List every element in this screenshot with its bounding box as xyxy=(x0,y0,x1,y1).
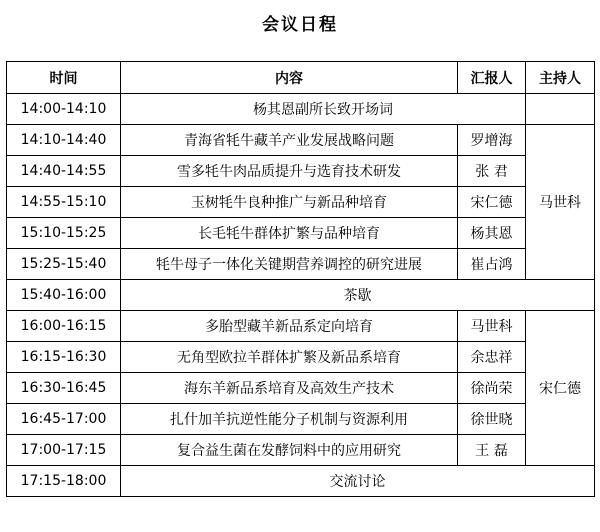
row-time: 14:00-14:10 xyxy=(7,94,121,125)
host-session-2: 宋仁德 xyxy=(526,311,595,466)
row-content: 牦牛母子一体化关键期营养调控的研究进展 xyxy=(121,249,458,280)
row-reporter: 徐世晓 xyxy=(458,404,526,435)
row-reporter: 张 君 xyxy=(458,156,526,187)
page-title: 会议日程 xyxy=(262,15,338,35)
row-content: 雪多牦牛肉品质提升与选育技术研发 xyxy=(121,156,458,187)
table-row xyxy=(7,94,595,125)
row-reporter: 余忠祥 xyxy=(458,342,526,373)
header-reporter: 汇报人 xyxy=(458,62,526,94)
row-time: 15:25-15:40 xyxy=(7,249,121,280)
row-host-empty xyxy=(526,94,595,125)
table-row xyxy=(7,311,595,342)
row-time: 16:45-17:00 xyxy=(7,404,121,435)
table-row xyxy=(7,156,595,187)
row-reporter: 杨其恩 xyxy=(458,218,526,249)
row-time: 16:15-16:30 xyxy=(7,342,121,373)
row-content: 玉树牦牛良种推广与新品种培育 xyxy=(121,187,458,218)
table-header-row xyxy=(7,62,595,94)
table-row xyxy=(7,404,595,435)
row-reporter: 王 磊 xyxy=(458,435,526,466)
table-row xyxy=(7,249,595,280)
table-row xyxy=(7,435,595,466)
header-time: 时间 xyxy=(7,62,121,94)
row-reporter: 宋仁德 xyxy=(458,187,526,218)
row-time: 14:40-14:55 xyxy=(7,156,121,187)
table-row xyxy=(7,342,595,373)
row-time: 14:55-15:10 xyxy=(7,187,121,218)
row-time: 17:15-18:00 xyxy=(7,466,121,497)
header-content: 内容 xyxy=(121,62,458,94)
row-content: 交流讨论 xyxy=(121,466,595,497)
table-row xyxy=(7,373,595,404)
table-row xyxy=(7,466,595,497)
row-content: 复合益生菌在发酵饲料中的应用研究 xyxy=(121,435,458,466)
table-row xyxy=(7,280,595,311)
row-time: 15:10-15:25 xyxy=(7,218,121,249)
agenda-table xyxy=(6,61,595,497)
row-content: 杨其恩副所长致开场词 xyxy=(121,94,526,125)
host-session-1: 马世科 xyxy=(526,125,595,280)
row-content: 扎什加羊抗逆性能分子机制与资源利用 xyxy=(121,404,458,435)
row-content: 茶歇 xyxy=(121,280,595,311)
row-reporter: 马世科 xyxy=(458,311,526,342)
row-content: 青海省牦牛藏羊产业发展战略问题 xyxy=(121,125,458,156)
row-reporter: 徐尚荣 xyxy=(458,373,526,404)
row-content: 海东羊新品系培育及高效生产技术 xyxy=(121,373,458,404)
table-row xyxy=(7,125,595,156)
row-content: 多胎型藏羊新品系定向培育 xyxy=(121,311,458,342)
header-host: 主持人 xyxy=(526,62,595,94)
row-reporter: 罗增海 xyxy=(458,125,526,156)
row-time: 14:10-14:40 xyxy=(7,125,121,156)
row-content: 长毛牦牛群体扩繁与品种培育 xyxy=(121,218,458,249)
table-row xyxy=(7,218,595,249)
row-time: 16:30-16:45 xyxy=(7,373,121,404)
row-reporter: 崔占鸿 xyxy=(458,249,526,280)
row-time: 15:40-16:00 xyxy=(7,280,121,311)
row-content: 无角型欧拉羊群体扩繁及新品系培育 xyxy=(121,342,458,373)
table-row xyxy=(7,187,595,218)
row-time: 17:00-17:15 xyxy=(7,435,121,466)
row-time: 16:00-16:15 xyxy=(7,311,121,342)
